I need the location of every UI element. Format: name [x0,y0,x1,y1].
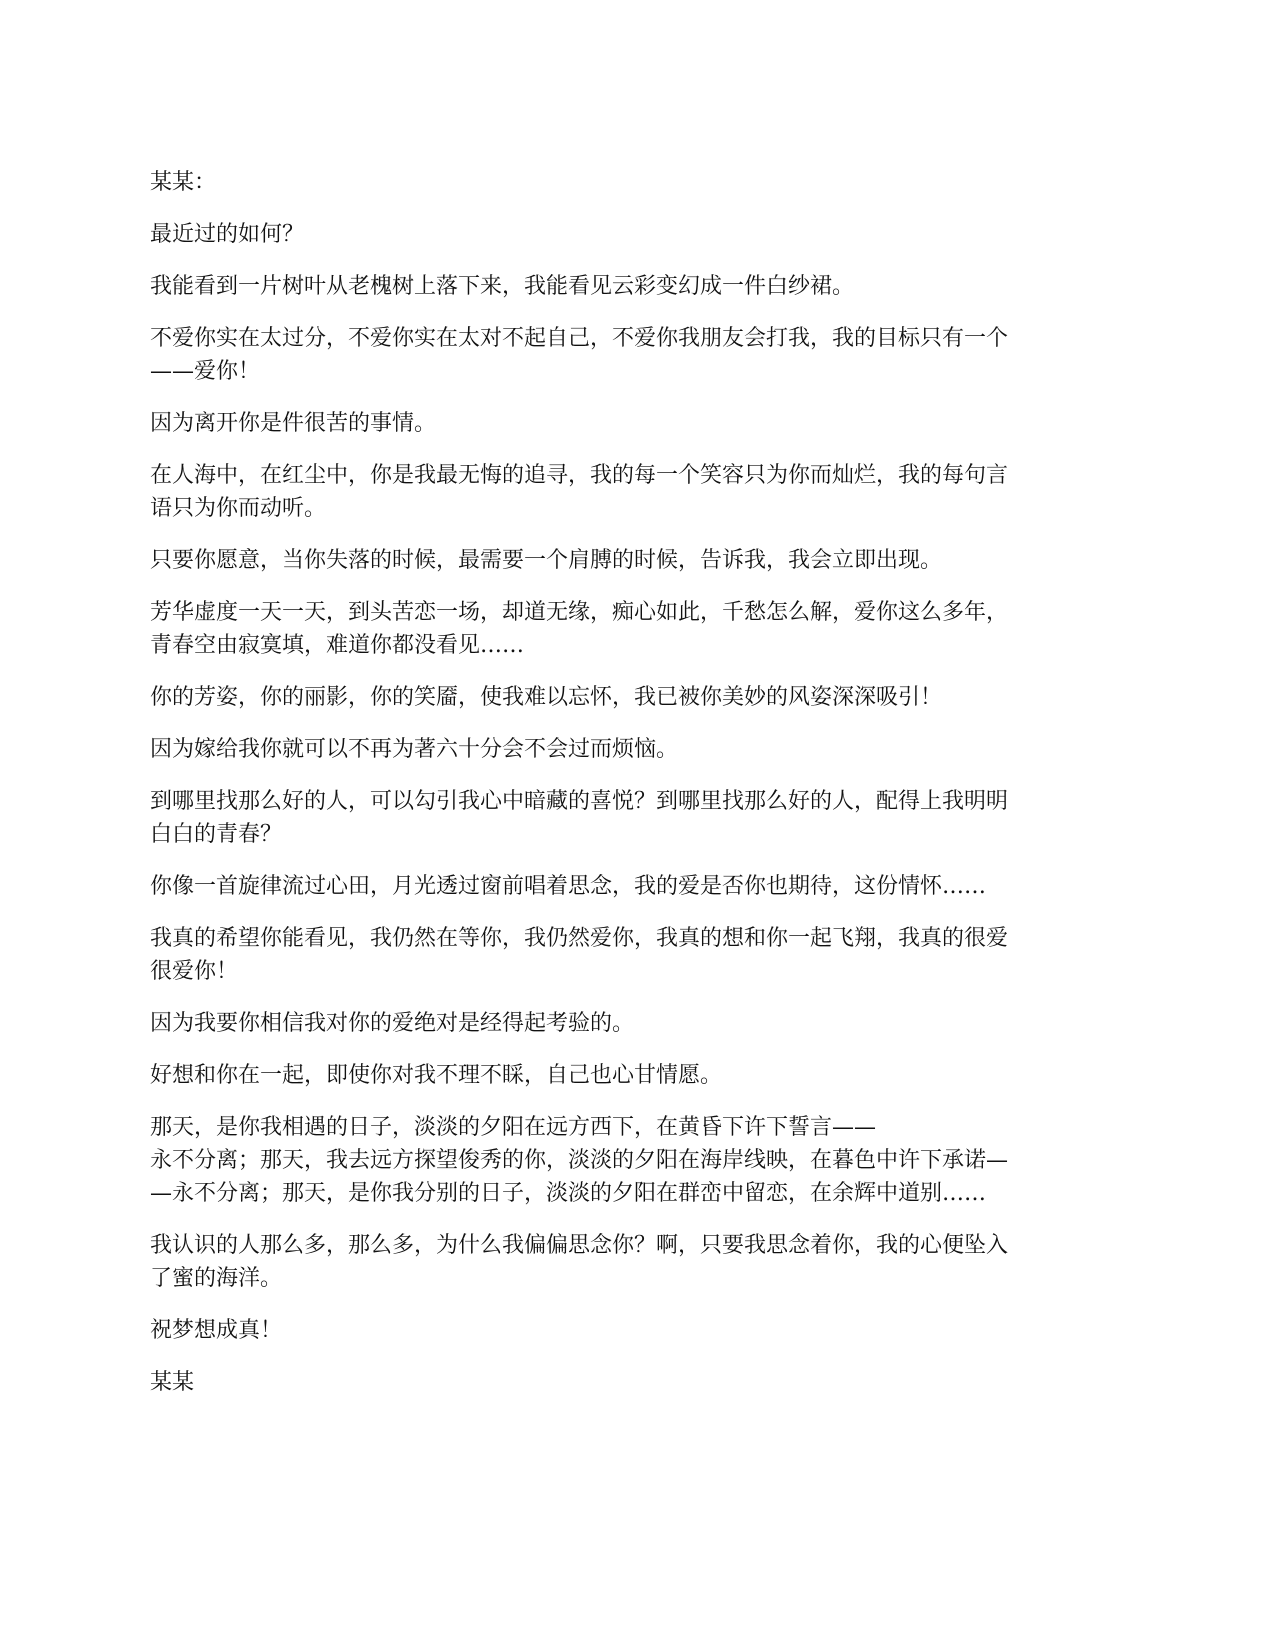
letter-paragraph [150,1229,1125,1295]
letter-paragraph [150,459,1125,525]
paragraph-line: 你像一首旋律流过心田，月光透过窗前唱着思念，我的爱是否你也期待，这份情怀…… [150,874,987,899]
paragraph-line: 在人海中，在红尘中，你是我最无悔的追寻，我的每一个笑容只为你而灿烂，我的每句言 [150,463,1009,488]
paragraph-line: 到哪里找那么好的人，可以勾引我心中暗藏的喜悦？到哪里找那么好的人，配得上我明明 [150,789,1009,814]
letter-paragraph [150,922,1125,988]
letter-paragraph [150,681,1125,714]
paragraph-line: 语只为你而动听。 [150,496,327,521]
letter-paragraph [150,870,1125,903]
paragraph-line: 永不分离；那天，我去远方探望俊秀的你，淡淡的夕阳在海岸线映，在暮色中许下承诺— [150,1148,1009,1173]
salutation: 某某： [150,170,217,195]
paragraph-line: 那天，是你我相遇的日子，淡淡的夕阳在远方西下，在黄昏下许下誓言—— [150,1115,877,1140]
letter-paragraph [150,407,1125,440]
paragraph-line: 只要你愿意，当你失落的时候，最需要一个肩膊的时候，告诉我，我会立即出现。 [150,548,943,573]
paragraph-line: 好想和你在一起，即使你对我不理不睬，自己也心甘情愿。 [150,1063,723,1088]
paragraph-line: 不爱你实在太过分，不爱你实在太对不起自己，不爱你我朋友会打我，我的目标只有一个 [150,326,1009,351]
letter-page [150,166,1125,1418]
letter-paragraph [150,1111,1125,1210]
letter-paragraph [150,544,1125,577]
letter-paragraph [150,1007,1125,1040]
paragraph-line: 我真的希望你能看见，我仍然在等你，我仍然爱你，我真的想和你一起飞翔，我真的很爱 [150,926,1009,951]
paragraph-line: —永不分离；那天，是你我分别的日子，淡淡的夕阳在群峦中留恋，在余辉中道别…… [150,1181,987,1206]
paragraph-line: 因为离开你是件很苦的事情。 [150,411,437,436]
paragraph-line: 你的芳姿，你的丽影，你的笑靥，使我难以忘怀，我已被你美妙的风姿深深吸引！ [150,685,943,710]
paragraph-line: 因为我要你相信我对你的爱绝对是经得起考验的。 [150,1011,635,1036]
paragraph-line: 了蜜的海洋。 [150,1266,283,1291]
letter-paragraph [150,733,1125,766]
paragraph-line: 芳华虚度一天一天，到头苦恋一场，却道无缘，痴心如此，千愁怎么解，爱你这么多年， [150,600,1009,625]
paragraph-line: 因为嫁给我你就可以不再为著六十分会不会过而烦恼。 [150,737,679,762]
paragraph-line: 白白的青春？ [150,822,283,847]
letter-paragraph [150,1059,1125,1092]
signature: 某某 [150,1370,195,1395]
paragraph-line: ——爱你！ [150,359,261,384]
letter-paragraph [150,785,1125,851]
greeting: 最近过的如何？ [150,222,305,247]
letter-paragraph [150,596,1125,662]
letter-body [150,270,1125,1295]
closing: 祝梦想成真！ [150,1318,283,1343]
paragraph-line: 很爱你！ [150,959,239,984]
letter-paragraph [150,270,1125,303]
letter-paragraph [150,322,1125,388]
paragraph-line: 我认识的人那么多，那么多，为什么我偏偏思念你？啊，只要我思念着你，我的心便坠入 [150,1233,1009,1258]
paragraph-line: 我能看到一片树叶从老槐树上落下来，我能看见云彩变幻成一件白纱裙。 [150,274,855,299]
paragraph-line: 青春空由寂寞填，难道你都没看见…… [150,633,525,658]
